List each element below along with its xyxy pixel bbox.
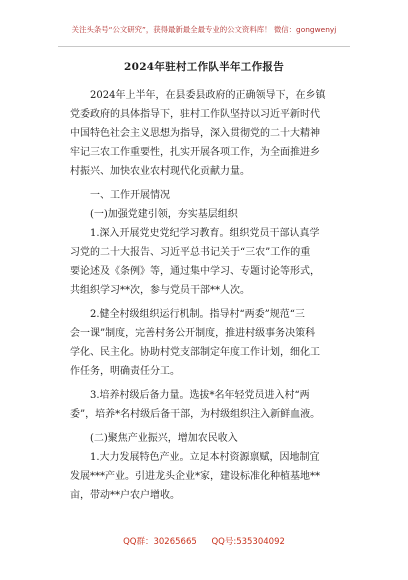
paragraph-line: 中国特色社会主义思想为指导，深入贯彻党的二十大精神 [70,128,320,139]
subsection-heading: (一)加强党建引领，夯实基层组织 [70,209,238,220]
paragraph-line: 共组织学习**次，参与党员干部**人次。 [70,285,250,296]
paragraph-line: 2024年上半年，在县委县政府的正确领导下，在乡镇 [70,90,326,101]
paragraph-line: 发展***产业。引进龙头企业*家，建设标准化种植基地** [70,471,320,482]
section-heading: 一、工作开展情况 [70,190,170,201]
paragraph-line: 1.大力发展特色产业。立足本村资源禀赋，因地制宜 [70,452,320,463]
paragraph-line: 学化、民主化。协助村党支部制定年度工作计划，细化工 [70,347,320,358]
paragraph-line: 委”，培养*名村级后备干部，为村级组织注入新鲜血液。 [70,409,321,420]
paragraph-line: 作任务，明确责任分工。 [70,366,180,377]
paragraph-line: 3.培养村级后备力量。选拔*名年轻党员进入村“两 [70,390,310,401]
paragraph-line: 2.健全村级组织运行机制。指导村“两委”规范“三 [70,309,305,320]
paragraph-line: 村振兴、加快农业农村现代化贡献力量。 [70,166,250,177]
header-divider [58,46,350,47]
paragraph-line: 亩，带动**户农户增收。 [70,490,180,501]
footer-contact [0,535,408,547]
header-banner: 关注头条号“公文研究”，获得最新最全最专业的公文资料库！ 微信：gongwenyj [71,25,337,34]
document-body [70,86,342,505]
paragraph-line: 1.深入开展党史党纪学习教育。组织党员干部认真学 [70,228,320,239]
subsection-heading: (二)聚焦产业振兴，增加农民收入 [70,433,238,444]
qq-number-text: QQ号:535304092 [211,537,285,547]
paragraph-line: 党委政府的具体指导下，驻村工作队坚持以习近平新时代 [70,109,320,120]
paragraph-line: 要论述及《条例》等，通过集中学习、专题讨论等形式， [70,266,320,277]
paragraph-line: 牢记三农工作重要性，扎实开展各项工作，为全面推进乡 [70,147,320,158]
paragraph-line: 会一课”制度，完善村务公开制度，推进村级事务决策科 [70,328,316,339]
paragraph-line: 习党的二十大报告、习近平总书记关于“三农”工作的重 [70,247,311,258]
page-title: 2024年驻村工作队半年工作报告 [123,61,285,73]
qq-group-text: QQ群：30265665 [123,537,197,547]
